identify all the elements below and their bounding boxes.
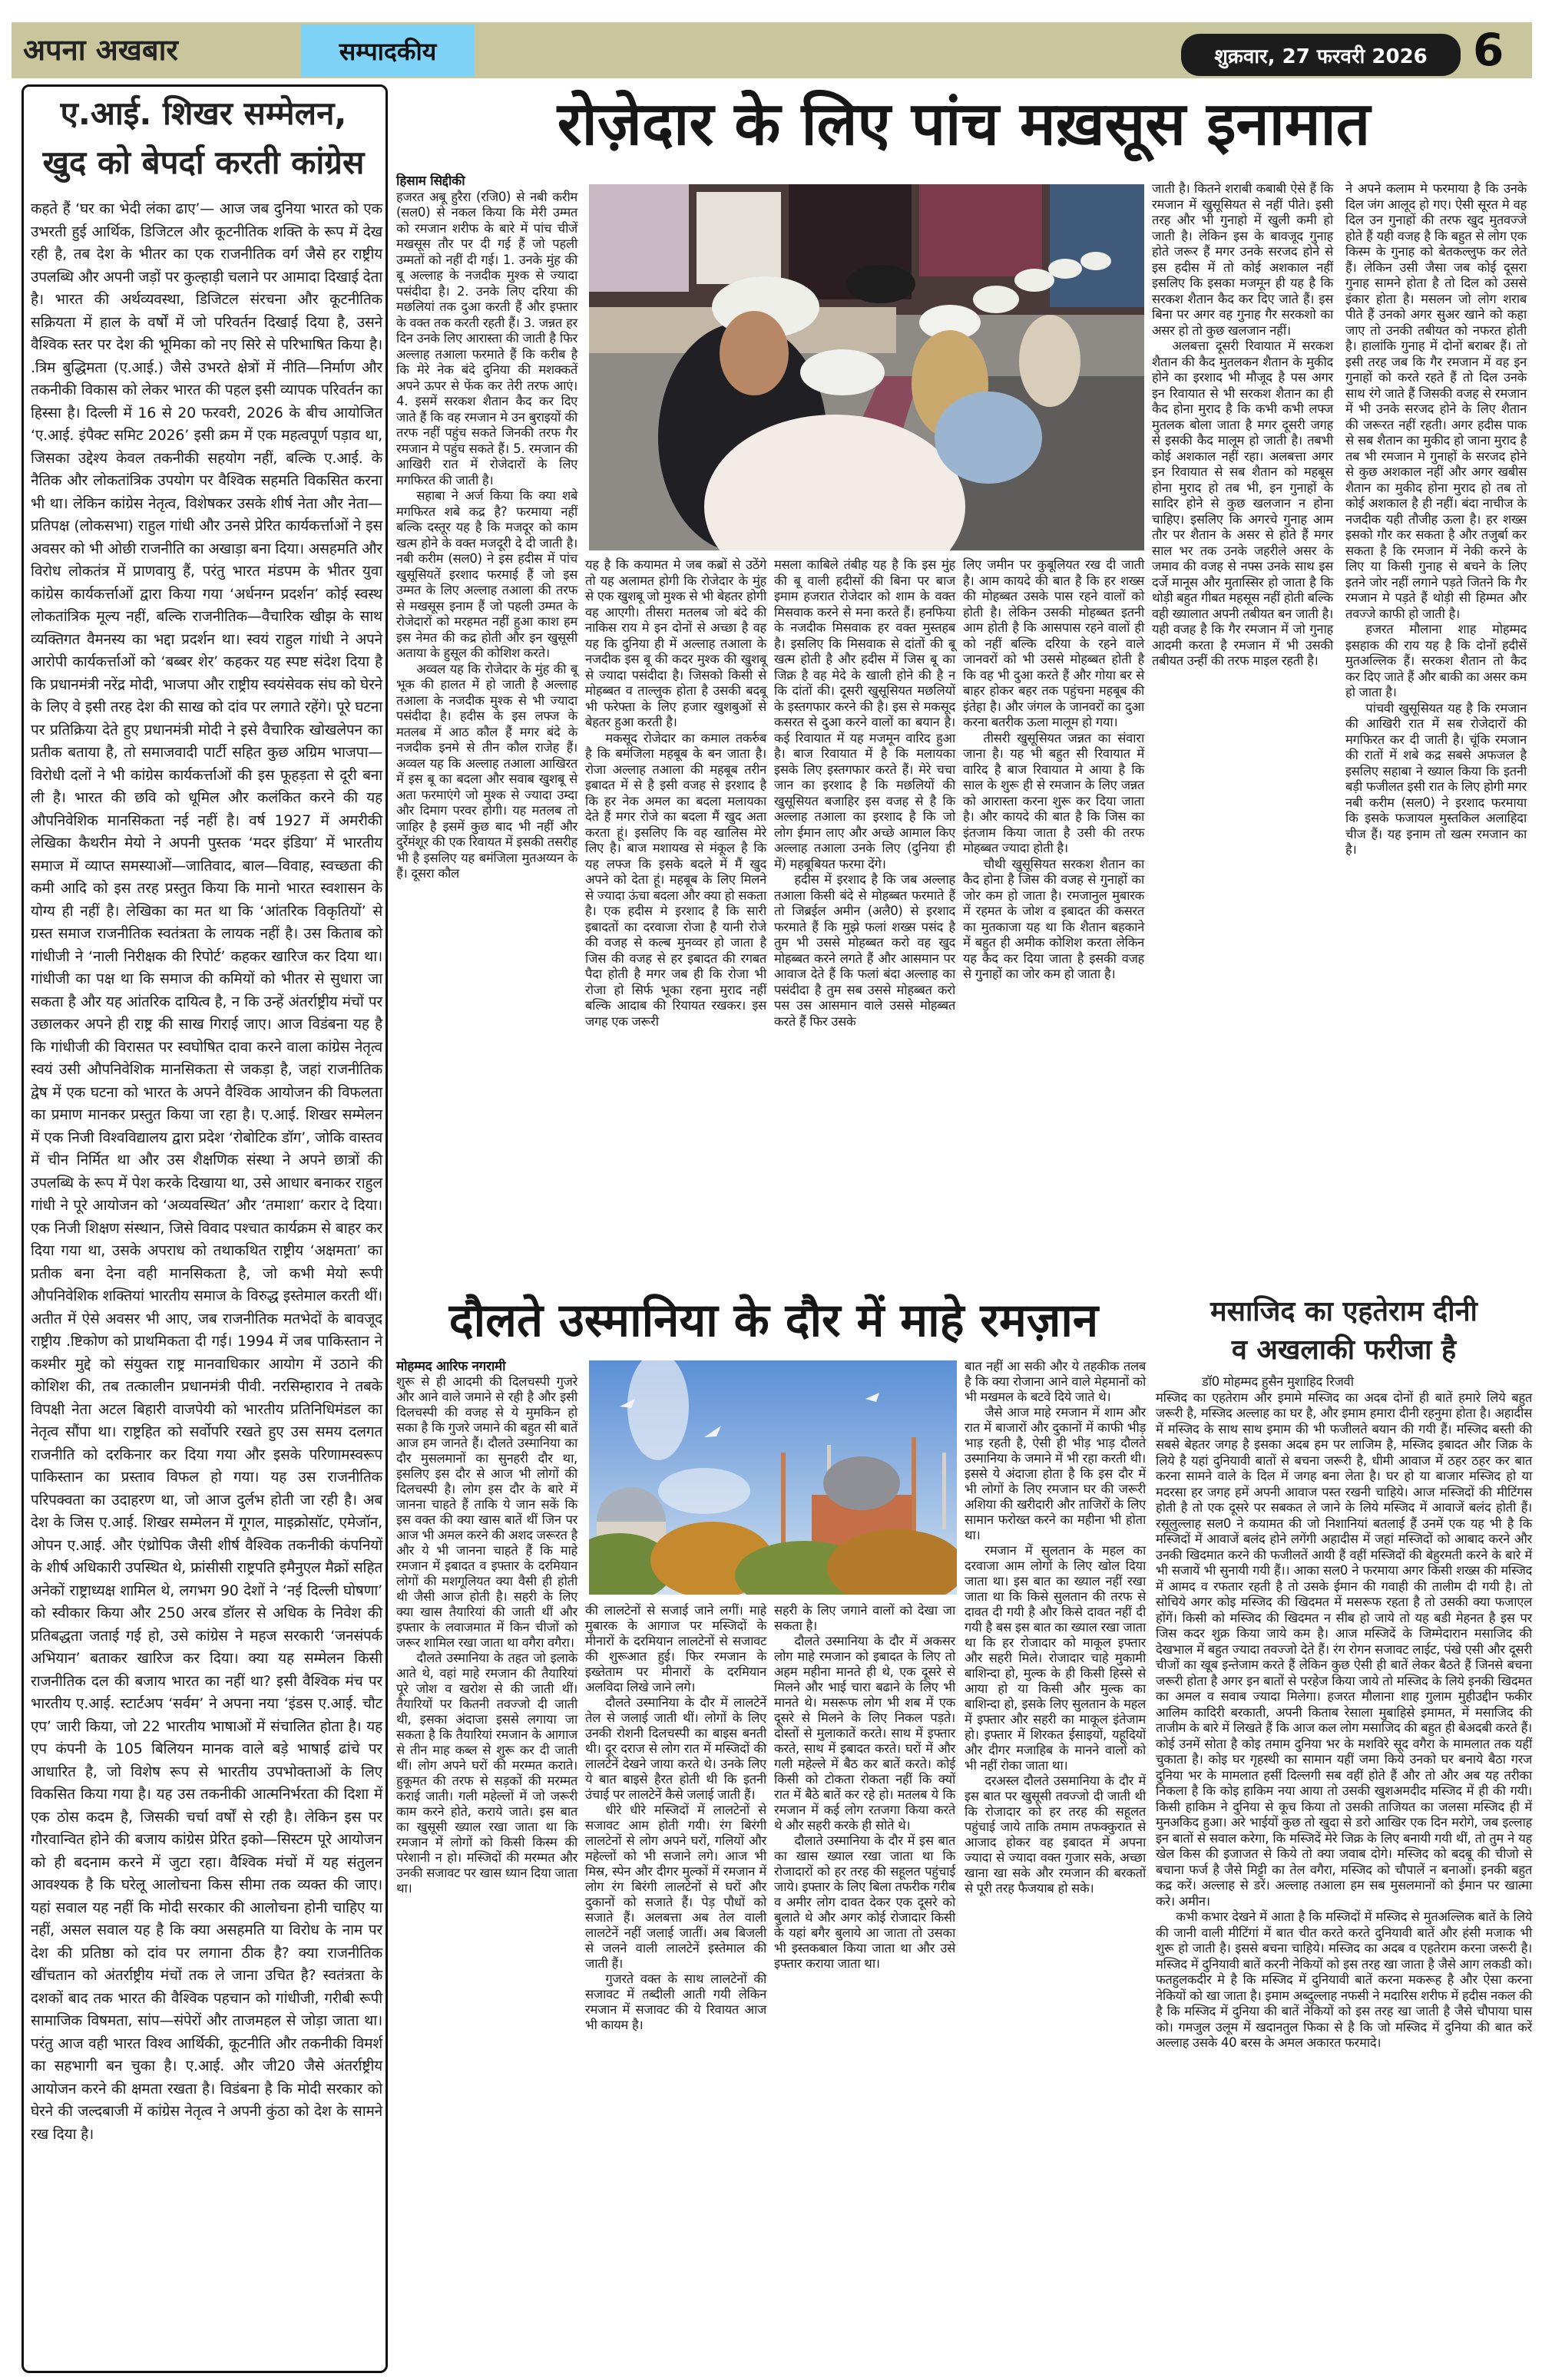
editorial-title-line1: ए.आई. शिखर सम्मेलन, [60, 94, 347, 132]
article1-photo [589, 184, 1144, 550]
hagia-sophia-image [589, 1360, 957, 1595]
article2-byline: मोहम्मद आरिफ नगरामी [396, 1359, 506, 1374]
article1-column-1 [396, 174, 577, 882]
paragraph: सहाबा ने अर्ज किया कि क्या शबे मगफिरत शबे कद्र है? फरमाया नहीं बल्कि दस्तूर यह है कि मजदूर को काम खत्म होने के वक्त मजदूरी दे दी जाती है। नबी करीम (सल0) ने इस हदीस में पांच खुसूसियतें इरशाद फरमाई हैं जो इस उम्मत के लिए अल्लाह तआला की तरफ से मखसूस इनाम हैं जो पहली उम्मत के रोजेदारों को मरहमत नहीं हुआ काश हम इस नेमत की कद्र होती और इन खुसूसी अताया के हुसूल की कोशिश करते। [396, 488, 577, 660]
article2-photo [589, 1360, 957, 1595]
paragraph: जैसे आज माहे रमजान में शाम और रात में बाजारों और दुकानों में काफी भीड़ भाड़ रहती है, ऐसी ही भीड़ भाड़ दौलते उस्मानिया के जमाने में भी रहा करती थी। इससे ये अंदाजा होता है कि इस दौर में भी लोगों के लिए रमजान घर की जरूरी अशिया की खरीदारी और ताजिरों के लिए सामान फरोख्त करने का महीना भी होता था। [965, 1405, 1146, 1542]
article3-headline-line1: मसाजिद का एहतेराम दीनी [1210, 1296, 1477, 1327]
paragraph: चौथी खुसूसियत सरकश शैतान का कैद होना है जिस की वजह से गुनाहों का जोर कम हो जाता है। रमजानुल मुबारक में रहमत के जोश व इबादत की कसरत का मुतकाजा यह था कि शैतान बहकाने में बहुत ही अमीक कोशिश करता लेकिन यह कैद कर दिया जाता है इसकी वजह से गुनाहों का जोर कम हो जाता है। [963, 856, 1144, 981]
editorial-title-line2: खुद को बेपर्दा करती कांग्रेस [42, 144, 365, 181]
paragraph: यह है कि कयामत मे जब कब्रों से उठेंगे तो यह अलामत होगी कि रोजेदार के मुंह से एक खुशबू जो मुश्क से भी बेहतर होगी वह आएगी। तीसरा मतलब जो बंदे की नाकिस राय मे इन दोनों से अच्छा है वह यह कि दुनिया ही में अल्लाह तआला के नजदीक इस बू की कदर मुश्क की खुशबू से ज्यादा पसंदीदा है। जिसको किसी से मोहब्बत व ताल्लुक होता है उसकी बदबू भी फरेफ्ता के लिए हजार खुशबुओं से बेहतर हुआ करती है। [585, 557, 766, 729]
article1-column-5 [1152, 181, 1333, 669]
date-badge [1181, 34, 1461, 76]
paragraph: बात नहीं आ सकी और ये तहकीक तलब है कि क्या रोजाना आने वाले मेहमानों को भी मखमल के बटवे दिये जाते थे। [965, 1359, 1146, 1404]
paragraph: मकसूद रोजेदार का कमाल तकर्रुब है कि बमंजिला महबूब के बन जाता है। रोजा अल्लाह तआला की महबूब तरीन इबादत में से है इसी वजह से इरशाद है कि हर नेक अमल का बदला मलायका देते हैं मगर रोजे का बदला मैं खुद अता करता हूं। इसलिए कि वह खालिस मेरे लिए है। बाज मशायख से मंकूल है कि यह लफ्ज कि इसके बदले में मैं खुद अपने को देता हूं। महबूब के लिए मिलने से ज्यादा ऊंचा बदला और क्या हो सकता है। एक हदीस मे इरशाद है कि सारी इबादतों का दरवाजा रोजा है यानी रोजे की वजह से कल्ब मुनव्वर हो जाता है जिस की वजह से हर इबादत की रगबत पैदा होती है मगर जब ही कि रोजा भी रोजा हो सिर्फ भूका रहना मुराद नहीं बल्कि आदाब की रियायत रखकर। इस जगह एक जरूरी [585, 730, 766, 1029]
paragraph: हजरत मौलाना शाह मोहम्मद इसहाक की राय यह है कि दोनों हदीसें मुतअल्लिक हैं। सरकश शैतान तो कैद कर दिए जाते हैं और बाकी का असर कम हो जाता है। [1345, 622, 1527, 699]
paragraph: रमजान में सुलतान के महल का दरवाजा आम लोगों के लिए खोल दिया जाता था। इस बात का ख्याल नहीं रखा जाता था कि किसे सुलतान की तरफ से दावत दी गयी है और किसे दावत नहीं दी गयी है बस इस बात का ख्याल रखा जाता था कि हर रोजादार को माकूल इफ्तार और सहरी मिले। रोजादार चाहे मुकामी बाशिन्दा हो, मुल्क के ही किसी हिस्से से आया हो या किसी और मुल्क का बाशिन्दा हो, इसके लिए सुलतान के महल में इफ्तार और सहरी का माकूल इंतेजाम हो। इफ्तार में शिरकत ईसाइयों, यहूदियों और दीगर मजाहिब के मानने वालों को भी नहीं रोका जाता था। [965, 1543, 1146, 1773]
newspaper-name: अपना अखबार [23, 33, 178, 67]
article1-headline: रोज़ेदार के लिए पांच मख़सूस इनामात [557, 90, 1371, 159]
paragraph: दौलते उस्मानिया के दौर में अकसर लोग माहे रमजान को इबादत के लिए तो अहम महीना मानते ही थे, एक दूसरे से मिलने और भाई चारा बढाने के लिए भी मानते थे। मसरूफ लोग भी शब में एक दूसरे से मिलने के लिए निकल पड़ते। दोस्तों से मुलाकातें करते। साथ में इफ्तार करते, साथ में इबादत करते। घरों में और गली महेल्ले में बैठ कर बातें करते। कोई किसी को टोकता रोकता नहीं कि क्यों रात में बैठे बातें कर रहे हो। मतलब ये कि रमजान में कई लोग रतजगा किया करते थे और सहरी करके ही सोते थे। [774, 1634, 955, 1833]
paragraph: दरअस्ल दौलते उसमानिया के दौर में इस बात पर खुसूसी तवज्जो दी जाती थी कि रोजादार को हर तरह की सहूलत पहुंचाई जाये ताकि तमाम तफक्कुरात से आजाद होकर वह इबादत में अपना ज्यादा से ज्यादा वक्त गुजार सके, अच्छा खाना खा सके और रमजान की बरकतों से पूरी तरह फैजयाब हो सके। [965, 1773, 1146, 1896]
page-number: 6 [1473, 24, 1504, 76]
article1-column-6 [1345, 181, 1527, 858]
paragraph: जाती है। कितने शराबी कबाबी ऐसे हैं कि रमजान में खुसूसियत से नहीं पीते। इसी तरह और भी गुनाहो में खुली कमी हो जाती है। लेकिन इस के बावजूद गुनाह होते जरूर हैं मगर उनके सरजद होने से इस हदीस में तो कोई अशकाल नहीं इसलिए कि इसका मजमून ही यह है कि सरकश शैतान कैद कर दिए जाते हैं। इस बिना पर अगर वह गुनाह गैर सरकशो का असर हो तो कुछ खलजान नहीं। [1152, 181, 1333, 338]
paragraph: कभी कभार देखने में आता है कि मस्जिदों में मस्जिद से मुतअल्लिक बातें के लिये की जानी वाली मीटिंगां में बात चीत करते करते दुनियावी बातें और हंसी मजाक भी शुरू हो जाती है। इससे बचना चाहिये। मस्जिद का अदब व एहतेराम करना जरूरी है। मस्जिद में दुनियावी बातें करनी नेकियों को इस तरह खा जाता है जैसे आग लकडी को। फतहुलकदीर मे है कि मस्जिद में दुनियावी बातें करना मकरूह है और ऐसा करना नेकियों को खा जाता है। इमाम अब्दुल्लाह नफसी ने मदारिस शरीफ में हदीस नकल की है कि मस्जिद में दुनिया की बातें नेकियों को इस तरह खा जाती है जैसे चौपाया घास को। गमजुल उलूम में खदानतुल फिका से है कि जो मस्जिद में दुनिया की बात करें अल्लाह उसके 40 बरस के अमल अकारत फरमादे। [1156, 1909, 1532, 2050]
paragraph: मस्जिद का एहतेराम और इमामे मस्जिद का अदब दोनों ही बातें हमारे लिये बहुत जरूरी है, मस्जिद अल्लाह का घर है, और इमाम हमारा दीनी रहनुमा होता है। अहादीस में मस्जिद के साथ साथ इमाम की भी फजीलते बयान की गयी हैं। मस्जिद बस्ती की सबसे बेहतर जगह है इसका अदब हम पर लाजिम है, मस्जिद इबादत और जिक्र के लिये है यहां दुनियावी बातों से बचना जरूरी है, धीमी आवाज में ठहर ठहर कर बात करना सामने वाले के दिल में जगह बना लेता है। घर हो या बाजार मस्जिद हो या मदरसा हर जगह हमें अपनी आवाज पस्त रखनी चाहिये। आज मस्जिदों की मीटिंगस होती है तो एक दूसरे पर सबकत ले जाने के लिये मस्जिद में आवाजें बलंद होती हैं। रसूलुल्लाह सल0 ने कयामत की जो निशानियां बतलाई हैं उनमें एक यह भी है कि मस्जिदों में आवाजें बलंद होने लगेंगी अहादीस में जहां मस्जिदों को आबाद करने और उनकी खिदमात करने की फजीलतें आयी हैं वहीं मस्जिदों की बेहुरमती करने के बारे में भी सजायें भी सुनायी गयी हैं।। आका सल0 ने फरमाया अगर किसी शख्स की मस्जिद में आमद व रफतार रहती है तो उसके ईमान की गवाही की तालीम दी गयी है। तो सोचिये अगर कोइ मस्जिद की खिदमत में मसरूफ रहता है तो उसकी क्या फजाएल होंगें। किसी को मस्जिद की खिदमत न सीब हो जाये तो यह बडी मेहनत है इस पर जिस कदर शुक्र किया जाये कम है। आज मस्जिदें के जिम्मेदारान मसाजिद की देखभाल में बहुत ज्यादा तवज्जो देते हैं। रंग रोगन सजावट लाईट, पंखे एसी और दूसरी चीजों का खूब इन्तेजाम करते हैं लेकिन कुछ ऐसी ही बातें लेकर बैठते हैं जिनसे बचना जरूरी होता है अगर इन बातों से परहेज किया जाये तो मस्जिद के लिये इनकी खिदमत का अमल व सवाब ज्यादा मिलेगा। हजरत मौलाना शाह गुलाम मुहीउद्दीन फकीर आलिम कादिरी बरकाती, अपनी किताब रेसाला मुबाहिसे इमामत, में मसाजिद की ताजीम के बारे में लिखते हैं कि आज कल लोग मसाजिद की बहुत ही बेअदबी करते हैं। कोई उनमें सोता है कोइ तमाम दुनिया भर के मशविरे सूद वगैरा के मामलात तक यहीं चुकाता है। कोइ घर गृहस्थी का सामान यहीं जमा किये उनको घर बनाये बैठा गरज दुनिया भर के मामलात हसीं दिल्लगी सब वहीं होते हैं और तो और अब यह तरीका निकला है कि कोइ हाकिम नया आया तो उसकी खुशअमदीद मस्जिद में ही की गयी। किसी हाकिम ने दुनिया से कूच किया तो उसकी ताजियत का जलसा मस्जिद ही में मुनअकिद हुआ। अरे भाईयों कुछ तो खुदा से डरो आखिर एक दिन मरोगे, जब इल्लाह इन बातों से सवाल करेगा, कि मस्जिदें मेरे जिक्र के लिए बनायी गयी थीं, तो तुम ने यह खेल किस की इजाजत से किये तो क्या जवाब दोगे। मस्जिद को बदबू की चीजो से बचाना फर्ज है जैसे मिट्टी का तेल वगैरा, मस्जिद को चौपालें न बनाओं। इनकी बहुत कद्र करें। अल्लाह से डरें। अल्लाह तआला हम सब मुसलमानों को ईमान पर खात्मा करे। अमीन। [1156, 1390, 1532, 1909]
paragraph: तीसरी खुसूसियत जन्नत का संवारा जाना है। यह भी बहुत सी रिवायात में वारिद है बाज रिवायात मे आया है कि साल के शुरू ही से रमजान के लिए जन्नत को आरास्ता करना शुरू कर दिया जाता है। और कायदे की बात है कि जिस का इंतजाम किया जाता है उसी की तरफ मोहब्बत ज्यादा होती है। [963, 730, 1144, 855]
editorial-title [26, 89, 381, 187]
article3-headline-line2: व अखलाकी फरीजा है [1231, 1334, 1457, 1366]
paragraph: सहरी के लिए जगाने वालों को देखा जा सकता है। [774, 1603, 955, 1633]
section-label-text: सम्पादकीय [339, 36, 437, 66]
date-text: शुक्रवार, 27 फरवरी 2026 [1214, 45, 1428, 68]
paragraph: अव्वल यह कि रोजेदार के मुंह की बू भूक की हालत में हो जाती है अल्लाह तआला के नजदीक मुश्क से भी ज्यादा पसंदीदा है। हदीस के इस लफ्ज के मतलब में आठ कौल हैं मगर बंदे के नजदीक इनमे से तीन कौल राजेह हैं। अव्वल यह कि अल्लाह तआला आखिरत में इस बू का बदला और सवाब खुशबू से अता फरमाएंगे जो मुश्क से ज्यादा उम्दा और दिमाग परवर होगी। यह मतलब तो जाहिर है इसमें कुछ बाद भी नहीं और दुर्रेमंशूर की एक रिवायत में इसकी तसरीह भी है इसलिए यह बमंजिला मुतअय्यन के हैं। दूसरा कौल [396, 661, 577, 881]
paragraph: दौलते उस्मानिया के तहत जो इलाके आते थे, वहां माहे रमजान की तैयारियां पूरे जोश व खरोश से की जाती थीं। तैयारियों पर कितनी तवज्जो दी जाती थी, इसका अंदाजा इससे लगाया जा सकता है कि तैयारियां रमजान के आगाज से तीन माह कब्ल से शुरू कर दी जाती थीं। लोग अपने घरों की मरम्मत कराते। हुकूमत की तरफ से सड़कों की मरम्मत कराई जाती। गली महेल्लों में जो जरूरी काम करने होते, कराये जाते। इस बात का खुसूसी ख्याल रखा जाता था कि रमजान में लोगों को किसी किस्म की परेशानी न हो। मस्जिदों की मरम्मत और उनकी सजावट पर खास ध्यान दिया जाता था। [396, 1651, 577, 1896]
paragraph: हदीस में इरशाद है कि जब अल्लाह तआला किसी बंदे से मोहब्बत फरमाते हैं तो जिब्रईल अमीन (अलै0) से इरशाद फरमाते हैं कि मुझे फलां शख्स पसंद है तुम भी उससे मोहब्बत करो वह खुद मोहब्बत करने लगते हैं और आसमान पर आवाज देते हैं कि फलां बंदा अल्लाह का पसंदीदा है तुम सब उससे मोहब्बत करो पस उस आसमान वाले उससे मोहब्बत करते हैं फिर उसके [774, 872, 955, 1029]
article2-column-4 [965, 1359, 1146, 1896]
paragraph: गुजरते वक्त के साथ लालटेनों की सजावट में तब्दीली आती गयी लेकिन रमजान में सजावट की ये रिवायत आज भी कायम है। [585, 1972, 766, 2032]
article2-headline: दौलते उस्मानिया के दौर में माहे रमज़ान [448, 1294, 1099, 1347]
paragraph: की लालटेनों से सजाई जाने लगीं। माहे मुबारक के आगाज पर मस्जिदों के मीनारों के दरमियान लालटेनों से सजावट की शुरूआत हुई। फिर रमजान के इख्तेताम पर मीनारों के दरमियान अलविदा लिखे जाने लगे। [585, 1603, 766, 1694]
paragraph: हजरत अबू हुरैरा (रजि0) से नबी करीम (सल0) से नकल किया कि मेरी उम्मत को रमजान शरीफ के बारे में पांच चीजें मखसूस तौर पर दी गई हैं जो पहली उम्मतों को नहीं दी गई। 1. उनके मुंह की बू अल्लाह के नजदीक मुश्क से ज्यादा पसंदीदा है। 2. उनके लिए दरिया की मछलियां तक दुआ करती हैं और इफ्तार के वक्त तक करती रहती हैं। 3. जन्नत हर दिन उनके लिए आरास्ता की जाती है फिर अल्लाह तआला फरमाते हैं कि करीब है कि मेरे नेक बंदे दुनिया की मशक्कतें अपने ऊपर से फेंक कर तेरी तरफ आएं। 4. इसमें सरकश शैतान कैद कर दिए जाते हैं कि वह रमजान मे उन बुराइयों की तरफ नहीं पहुंच सकते जिनकी तरफ गैर रमजान मे पहुंच सकते हैं। 5. रमजान की आखिरी रात में रोजेदारों के लिए मगफिरत की जाती है। [396, 189, 577, 488]
paragraph: पांचवी खुसूसियत यह है कि रमजान की आखिरी रात में सब रोजेदारों की मगफिरत कर दी जाती है। चूंकि रमजान की रातों में शबे कद्र सबसे अफजल है इसलिए सहाबा ने ख्याल किया कि इतनी बड़ी फजीलत इसी रात के लिए होगी मगर नबी करीम (सल0) ने इरशाद फरमाया कि इसके फजायल मुस्तकिल अलाहिदा चीज हैं। यह इनाम तो खत्म रमजान का है। [1345, 700, 1527, 857]
article3-body [1156, 1374, 1532, 2051]
article1-column-4 [963, 557, 1144, 983]
editorial-body [31, 198, 382, 2146]
article2-column-2 [585, 1603, 766, 2033]
article1-column-3 [774, 557, 955, 1030]
article3-headline [1156, 1293, 1532, 1370]
article3-byline: डॉ0 मोहम्मद हुसैन मुशाहिद रिजवी [1202, 1374, 1354, 1389]
article2-column-1 [396, 1359, 577, 1896]
paragraph: कहते हैं ‘घर का भेदी लंका ढाए’— आज जब दुनिया भारत को एक उभरती हुई आर्थिक, डिजिटल और कूटनीतिक शक्ति के रूप में देख रही है, तब देश के भीतर का एक राजनीतिक वर्ग जैसे हर राष्ट्रीय उपलब्धि और अपनी जड़ों पर कुल्हाड़ी चलाने पर आमादा दिखाई देता है। भारत की अर्थव्यवस्था, डिजिटल संरचना और कूटनीतिक सक्रियता में हाल के वर्षों में जो परिवर्तन दिखाई दिया है, उसने वैश्विक स्तर पर देश की भूमिका को नए सिरे से परिभाषित किया है। .त्रिम बुद्धिमता (ए.आई.) जैसे उभरते क्षेत्रों में नीति—निर्माण और तकनीकी विकास को लेकर भारत की पहल इसी व्यापक परिवर्तन का हिस्सा है। दिल्ली में 16 से 20 फरवरी, 2026 के बीच आयोजित ‘ए.आई. इंपैक्ट समिट 2026’ इसी क्रम में एक महत्वपूर्ण पड़ाव था, जिसका उद्देश्य केवल तकनीकी सहयोग नहीं, बल्कि ए.आई. के नैतिक और लोकतांत्रिक उपयोग पर वैश्विक सहमति विकसित करना भी था। लेकिन कांग्रेस नेतृत्व, विशेषकर उसके शीर्ष नेता और नेता—प्रतिपक्ष (लोकसभा) राहुल गांधी और उनसे प्रेरित कार्यकर्त्ताओं ने इस अवसर को भी ओछी राजनीति का अखाड़ा बना दिया। असहमति और विरोध लोकतंत्र में प्राणवायु हैं, परंतु भारत मंडपम के भीतर युवा कांग्रेस कार्यकर्त्ताओं द्वारा किया गया ‘अर्धनग्न प्रदर्शन’ कोई स्वस्थ लोकतांत्रिक मूल्य नहीं, बल्कि राजनीतिक—वैचारिक खीझ के साथ व्यक्तिगत वैमनस्य का भद्दा प्रदर्शन था। स्वयं राहुल गांधी ने अपने आरोपी कार्यकर्त्ताओं को ‘बब्बर शेर’ कहकर यह स्पष्ट संदेश दिया है कि प्रधानमंत्री नरेंद्र मोदी, भाजपा और राष्ट्रीय स्वयंसेवक संघ को घेरने के लिए वे इसी तरह देश की साख को दांव पर लगाते रहेंगे। पूरे घटना पर प्रतिक्रिया देते हुए प्रधानमंत्री मोदी ने इसे वैचारिक खोखलेपन का प्रतीक बताया है, तो समाजवादी पार्टी सहित कुछ अग्रिम भाजपा—विरोधी दलों ने भी कांग्रेस कार्यकर्त्ताओं की इस फूहड़ता से दूरी बना ली है। भारत की छवि को धूमिल और कलंकित करने की यह औपनिवेशिक मानसिकता नई नहीं है। वर्ष 1927 में अमरीकी लेखिका कैथरीन मेयो ने अपनी पुस्तक ‘मदर इंडिया’ में भारतीय समाज में व्याप्त समस्याओं—जातिवाद, बाल—विवाह, स्वच्छता की कमी आदि को इस तरह प्रस्तुत किया कि मानो भारत स्वशासन के योग्य ही नहीं है। लेखिका का मत था कि ‘आंतरिक विकृतियों’ से ग्रस्त समाज राजनीतिक स्वतंत्रता के लायक नहीं है। उस किताब को गांधीजी ने ‘नाली निरीक्षक की रिपोर्ट’ कहकर खारिज कर दिया था। गांधीजी का पक्ष था कि समाज की कमियों को भीतर से सुधारा जा सकता है और यह आंतरिक दायित्व है, न कि उन्हें अंतर्राष्ट्रीय मंचों पर उछालकर अपने ही राष्ट्र की साख गिराई जाए। आज विडंबना यह है कि गांधीजी की विरासत पर स्वघोषित दावा करने वाला कांग्रेस नेतृत्व स्वयं उसी औपनिवेशिक मानसिकता से जकड़ा है, जहां राजनीतिक द्वेष में एक घटना को भारत के अपने वैश्विक आयोजन की विफलता का प्रमाण मानकर प्रस्तुत किया जा रहा है। ए.आई. शिखर सम्मेलन में एक निजी विश्वविद्यालय द्वारा प्रदेश ‘रोबोटिक डॉग’, जोकि वास्तव में चीन निर्मित था और उस शैक्षणिक संस्था ने अपने छात्रों की उपलब्धि के रूप में पेश करके दिखाया था, उसे आधार बनाकर राहुल गांधी ने पूरे आयोजन को ‘अव्यवस्थित’ और ‘तमाशा’ करार दे दिया। एक निजी शिक्षण संस्थान, जिसे विवाद पश्चात कार्यक्रम से बाहर कर दिया गया था, उसके अपराध को तथाकथित राष्ट्रीय ‘अक्षमता’ का प्रतीक बना देना वही मानसिकता है, जो कभी मेयो रूपी औपनिवेशिक शक्तियां भारतीय समाज के विरुद्ध इस्तेमाल करती थीं। अतीत में ऐसे अवसर भी आए, जब राजनीतिक मतभेदों के बावजूद राष्ट्रीय .ष्टिकोण को प्राथमिकता दी गई। 1994 में जब पाकिस्तान ने कश्मीर मुद्दे को संयुक्त राष्ट्र मानवाधिकार आयोग में उठाने की कोशिश की, तब तत्कालीन प्रधानमंत्री पीवी. नरसिम्हाराव ने तबके विपक्षी नेता अटल बिहारी वाजपेयी को भारतीय प्रतिनिधिमंडल का नेतृत्व सौंपा था। राष्ट्रहित को सर्वोपरि रखते हुए उस समय दलगत राजनीति को दरकिनार कर दिया गया और इसके परिणामस्वरूप पाकिस्तान का प्रस्ताव विफल हो गया। यह उस राजनीतिक परिपक्वता का उदाहरण था, जो आज दुर्लभ होती जा रही है। अब देश के जिस ए.आई. शिखर सम्मेलन में गूगल, माइक्रोसॉट, एमेजॉन, ओपन ए.आई. और एंथ्रोपिक जैसी शीर्ष वैश्विक तकनीकी कंपनियों के शीर्ष अधिकारी उपस्थित थे, फ्रांसीसी राष्ट्रपति इमैनुएल मैक्रों सहित अनेकों राष्ट्राध्यक्ष शामिल थे, लगभग 90 देशों ने ‘नई दिल्ली घोषणा’ को स्वीकार किया और 250 अरब डॉलर से अधिक के निवेश की प्रतिबद्धता जताई गई हो, उसे कांग्रेस ने महज सरकारी ‘जनसंपर्क अभियान’ बताकर खारिज कर दिया। क्या यह सम्मेलन किसी राजनीतिक दल की बजाय भारत का नहीं था? इसी वैश्विक मंच पर भारतीय ए.आई. स्टार्टअप ‘सर्वम’ ने अपना नया ‘इंडस ए.आई. चौट एप’ जारी किया, जो 22 भारतीय भाषाओं में संचालित होता है। यह एप कंपनी के 105 बिलियन मानक वाले बड़े भाषाई ढांचे पर आधारित है, जो विशेष रूप से भारतीय उपभोक्ताओं के लिए विकसित किया गया है। यह उस तकनीकी आत्मनिर्भरता की दिशा में एक ठोस कदम है, जिसकी चर्चा वर्षों से रही है। लेकिन इस पर गौरवान्वित होने की बजाय कांग्रेस प्रेरित इको—सिस्टम पूरे आयोजन को ही बदनाम करने में जुटा रहा। वैश्विक मंचों में यह संतुलन आवश्यक है कि घरेलू आलोचना किस सीमा तक व्यक्त की जाए। यहां सवाल यह नहीं कि मोदी सरकार की आलोचना होनी चाहिए या नहीं, असल सवाल यह है कि क्या असहमति या विरोध के नाम पर देश की प्रतिष्ठा को दांव पर लगाना ठीक है? क्या राजनीतिक खींचतान को अंतर्राष्ट्रीय मंचों तक ले जाना उचित है? स्वतंत्रता के दशकों बाद तक भारत की वैश्विक पहचान को गांधीजी, गरीबी रूपी सामाजिक विषमता, सांप—संपेरों और ताजमहल से जोड़ा जाता था। परंतु आज वही भारत विश्व आर्थिकी, कूटनीति और तकनीकी विमर्श का सहभागी बन चुका है। ए.आई. और जी20 जैसे अंतर्राष्ट्रीय आयोजन करने की क्षमता रखता है। विडंबना है कि मोदी सरकार को घेरने की जल्दबाजी में कांग्रेस नेतृत्व ने अपनी कुंठा को देश के सामने रख दिया है। [31, 200, 382, 2143]
paragraph: अलबत्ता दूसरी रिवायात में सरकश शैतान की कैद मुतलकन शैतान के मुकीद होने का इरशाद भी मौजूद है पस अगर इन रिवायात से भी सरकश शैतान का ही कैद होना मुराद है कि कभी कभी लफ्ज मुतलक बोला जाता है मगर दूसरी जगह से इसकी कैद मालूम हो जाती है। तबभी कोई अशकाल नहीं रहा। अलबत्ता अगर इन रिवायात से सब शैतान को महबूस होना मुराद हो तब भी, इन गुनाहों के सादिर होने से कुछ खलजान न होना चाहिए। इसलिए कि अगरचे गुनाह आम तौर पर शैतान के असर से होते हैं मगर साल भर तक उनके जहरीले असर के जमाव की वजह से नफ्स उनके साथ इस दर्जे मानूस और मुतास्सिर हो जाता है कि थोड़ी बहुत गीबत महसूस नहीं होती बल्कि वही ख्यालात अपनी तबीयत बन जाती है। यही वजह है कि गैर रमजान में जो गुनाह आदमी करता है रमजान में भी उसकी तबीयत उन्हीं की तरफ माइल रहती है। [1152, 339, 1333, 668]
article2-column-1-text [396, 1374, 577, 1896]
crowd-praying-image [589, 184, 1144, 550]
article1-column-1-text [396, 190, 577, 882]
paragraph: ने अपने कलाम मे फरमाया है कि उनके दिल जंग आलूद हो गए। ऐसी सूरत मे वह दिल उन गुनाहों की तरफ खुद मुतवज्जे होते हैं यही वजह है कि बहुत से लोग एक किस्म के गुनाह को बेतकल्लुफ कर लेते हैं। लेकिन उसी जैसा जब कोई दूसरा गुनाह सामने होता है तो दिल को उससे इंकार होता है। मसलन जो लोग शराब पीते हैं उनको अगर सुअर खाने को कहा जाए तो उनकी तबीयत को नफरत होती है। हालांकि गुनाह में दोनों बराबर हैं। तो इसी तरह जब कि गैर रमजान में वह इन गुनाहों को करते रहते हैं तो दिल उनके साथ रंगे जाते हैं जिसकी वजह से रमजान में भी उनके सरजद होने के लिए शैतान की जरूरत नहीं रहती। अगर हदीस पाक से सब शैतान का मुकीद हो जाना मुराद है तब भी रमजान मे गुनाहों के सरजद होने से कुछ अशकाल नहीं और अगर खबीस शैतान का मुकीद होना मुराद हो तब तो कोई अशकाल है ही नहीं। बंदा नाचीज के नजदीक यही तौजीह ऊला है। हर शख्स इसको गौर कर सकता है और तजुर्बा कर सकता है कि रमजान में नेकी करने के लिए या किसी गुनाह से बचने के लिए इतने जोर नहीं लगाने पड़ते जितने कि गैर रमजान मे पड़ते हैं थोड़ी सी हिम्मत और तवज्जे काफी हो जाती है। [1345, 181, 1527, 621]
paragraph: मसला काबिले तंबीह यह है कि इस मुंह की बू वाली हदीसों की बिना पर बाज इमाम हजरात रोजेदार को शाम के वक्त मिसवाक करने से मना करते हैं। हनफिया के नजदीक मिसवाक हर वक्त मुस्तहब है। इसलिए कि मिसवाक से दांतों की बू खत्म होती है और हदीस में जिस बू का जिक्र है वह मेदे के खाली होने की है न कि दांतों की। दूसरी खुसूसियत मछलियों के इस्तगफार करने की है। इस से मकसूद कसरत से दुआ करने वालों का बयान है। कई रिवायात में यह मजमून वारिद हुआ है। बाज रिवायात में है कि मलायका इसके लिए इस्तगफार करते हैं। मेरे चचा जान का इरशाद है कि मछलियों की खुसूसियत बजाहिर इस वजह से है कि अल्लाह तआला का इरशाद है कि जो लोग ईमान लाए और अच्छे आमाल किए अल्लाह तआला उनके लिए (दुनिया ही में) महबूबियत फरमा देंगे। [774, 557, 955, 871]
paragraph: लिए जमीन पर कुबूलियत रख दी जाती है। आम कायदे की बात है कि हर शख्स की मोहब्बत उसके पास रहने वालों को होती है। लेकिन उसकी मोहब्बत इतनी आम होती है कि आसपास रहने वालों ही को नहीं बल्कि दरिया के रहने वाले जानवरों को भी उससे मोहब्बत होती है कि वह भी दुआ करते हैं और गोया बर से बाहर होकर बहर तक पहुंचना महबूब की इंतेहा है। और जंगल के जानवरों का दुआ करना बतरीक ऊला मालूम हो गया। [963, 557, 1144, 729]
article1-byline: हिसाम सिद्दीकी [396, 174, 465, 189]
paragraph: दौलाते उस्मानिया के दौर में इस बात का खास ख्याल रखा जाता था कि रोजादारों को हर तरह की सहूलत पहुंचाई जाये। इफ्तार के लिए बिला तफरीक गरीब व अमीर लोग दावत देकर एक दूसरे को बुलाते थे और अगर कोई रोजादार किसी के यहां बगैर बुलाये आ जाता तो उसका भी इस्तकबाल किया जाता था और उसे इफ्तार कराया जाता था। [774, 1833, 955, 1971]
article3-text [1156, 1390, 1532, 2051]
article1-column-2 [585, 557, 766, 1030]
article2-column-3 [774, 1603, 955, 1972]
section-label [301, 25, 475, 77]
paragraph: दौलते उस्मानिया के दौर में लालटेनें तेल से जलाई जाती थीं। लोगों के लिए उनकी रोशनी दिलचस्पी का बाइस बनती थी। दूर दराज से लोग रात में मस्जिदों की लालटेनें देखने जाया करते थे। उनके लिए ये बात बाइसे हैरत होती थी कि इतनी उंचाई पर लालटेनें कैसे जलाई जाती हैं। [585, 1695, 766, 1802]
paragraph: शुरू से ही आदमी की दिलचस्पी गुजरे और आने वाले जमाने से रही है और इसी दिलचस्पी की वजह से ये मुमकिन हो सका है कि गुजरे जमाने की बहुत सी बातें आज हम जानते हैं। दौलते उस्मानिया का दौर मुसलमानों का सुनहरी दौर था, इसलिए इस दौर से आज भी लोगों की दिलचस्पी है। लोग इस दौर के बारे में जानना चाहते हैं ताकि ये जान सकें कि इस वक्त की क्या खास बातें थीं जिन पर आज भी अमल करने की अशद जरूरत है और ये भी जानना चाहते हैं कि माहे रमजान में इबादत व इफ्तार के दरमियान लोगों की मशगूलियत क्या वैसी ही होती थी जैसी आज होती है। सहरी के लिए क्या खास तैयारियां की जाती थीं और इफ्तार के लवाजमात में किन चीजों को जरूर शामिल रखा जाता था वगैरा वगैरा। [396, 1374, 577, 1650]
paragraph: धीरे धीरे मस्जिदों में लालटेनों से सजावट आम होती गयी। रंग बिरंगी लालटेनों से लोग अपने घरों, गलियों और महेल्लों को भी सजाने लगे। आज भी मिस्र, स्पेन और दीगर मुल्कों में रमजान में लोग रंग बिरंगी लालटेनों से घरों और दुकानों को सजाते हैं। पेड़ पौधों को सजाते हैं। अलबत्ता अब तेल वाली लालटेनें नहीं जलाई जातीं। अब बिजली से जलने वाली लालटेनें इस्तेमाल की जाती हैं। [585, 1803, 766, 1971]
